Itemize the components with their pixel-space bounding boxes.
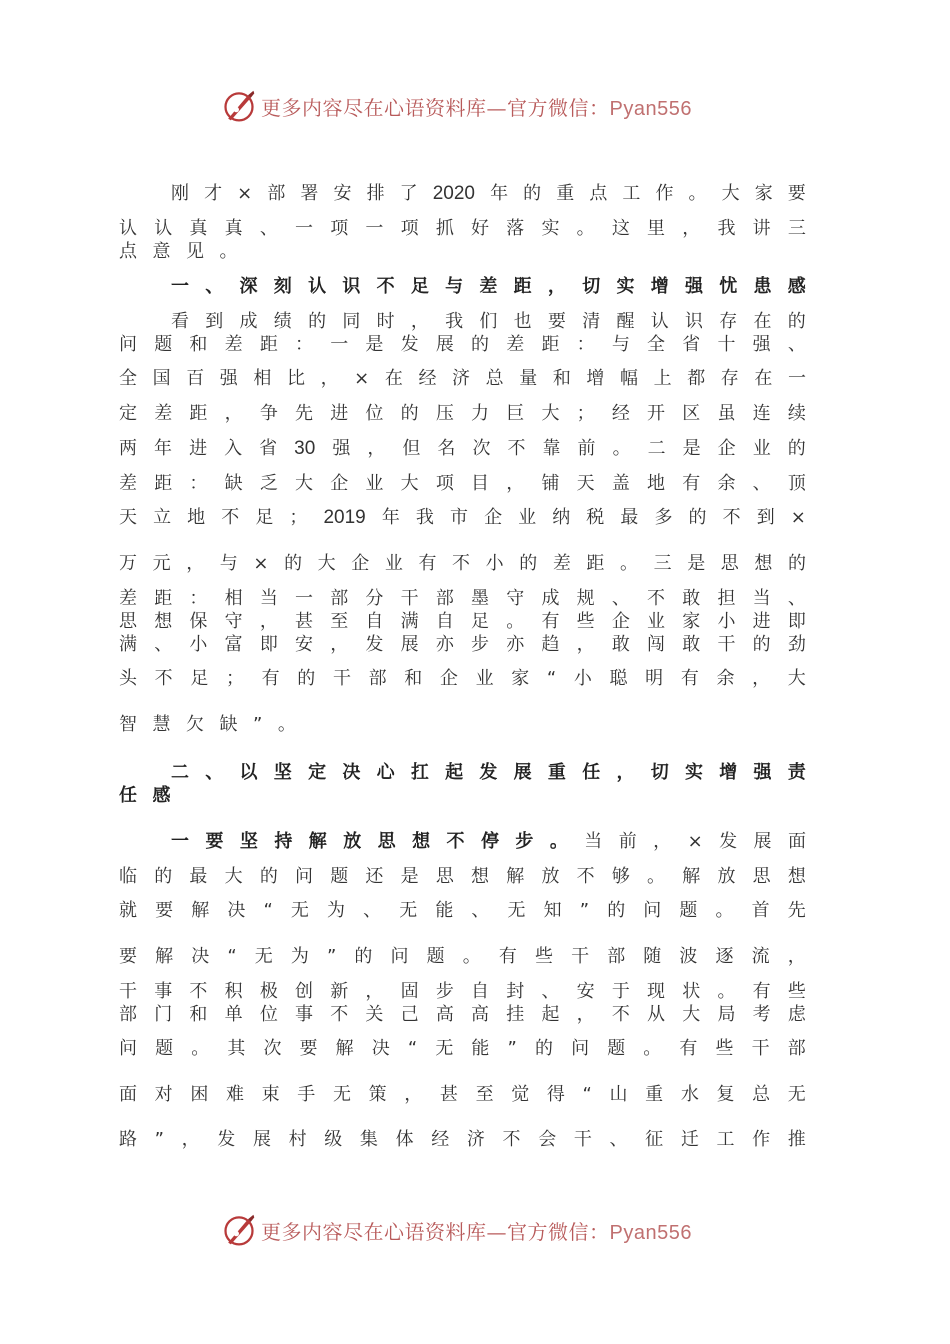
text-line: 一 、 深 刻 认 识 不 足 与 差 距 ， 切 实 增 强 忧 患 感	[171, 276, 806, 297]
banner-text: 更多内容尽在心语资料库—官方微信：Pyan556	[261, 1219, 692, 1244]
text-line: 问 题 和 差 距 ： 一 是 发 展 的 差 距 ： 与 全 省 十 强 、	[119, 334, 806, 355]
text-line: 就 要 解 决 “ 无 为 、 无 能 、 无 知 ” 的 问 题 。 首 先	[119, 900, 806, 921]
text-line: 问 题 。 其 次 要 解 决 “ 无 能 ” 的 问 题 。 有 些 干 部	[119, 1038, 806, 1059]
text-line: 路 ” ， 发 展 村 级 集 体 经 济 不 会 干 、 征 迁 工 作 推	[119, 1129, 806, 1150]
text-line: 智 慧 欠 缺 ” 。	[119, 714, 296, 735]
pen-quill-logo-icon	[221, 88, 257, 124]
text-line: 满 、 小 富 即 安 ， 发 展 亦 步 亦 趋 ， 敢 闯 敢 干 的 劲	[119, 634, 806, 655]
text-line: 天 立 地 不 足 ； 2019 年 我 市 企 业 纳 税 最 多 的 不 到 ×	[119, 507, 806, 528]
text-line: 部 门 和 单 位 事 不 关 己 高 高 挂 起 ， 不 从 大 局 考 虑	[119, 1004, 806, 1025]
text-line: 刚 才 × 部 署 安 排 了 2020 年 的 重 点 工 作 。 大 家 要	[171, 183, 806, 204]
pen-quill-logo-icon	[221, 1212, 257, 1248]
footer-watermark-banner	[0, 1208, 950, 1252]
text-line: 面 对 困 难 束 手 无 策 ， 甚 至 觉 得 “ 山 重 水 复 总 无	[119, 1084, 806, 1105]
text-line: 万 元 ， 与 × 的 大 企 业 有 不 小 的 差 距 。 三 是 思 想 的	[119, 553, 806, 574]
text-line: 二 、 以 坚 定 决 心 扛 起 发 展 重 任 ， 切 实 增 强 责	[171, 762, 806, 783]
text-line: 认 认 真 真 、 一 项 一 项 抓 好 落 实 。 这 里 ， 我 讲 三	[119, 218, 806, 239]
header-watermark-banner	[0, 84, 950, 128]
banner-text: 更多内容尽在心语资料库—官方微信：Pyan556	[261, 95, 692, 120]
text-line: 要 解 决 “ 无 为 ” 的 问 题 。 有 些 干 部 随 波 逐 流 ，	[119, 946, 806, 967]
text-line: 头 不 足 ； 有 的 干 部 和 企 业 家 “ 小 聪 明 有 余 ， 大	[119, 668, 806, 689]
text-line: 临 的 最 大 的 问 题 还 是 思 想 解 放 不 够 。 解 放 思 想	[119, 866, 806, 887]
text-line: 定 差 距 ， 争 先 进 位 的 压 力 巨 大 ； 经 开 区 虽 连 续	[119, 403, 806, 424]
text-line: 两 年 进 入 省 30 强 ， 但 名 次 不 靠 前 。 二 是 企 业 的	[119, 438, 806, 459]
text-line: 一 要 坚 持 解 放 思 想 不 停 步 。 当 前 ， × 发 展 面	[171, 831, 806, 852]
text-line: 思 想 保 守 ， 甚 至 自 满 自 足 。 有 些 企 业 家 小 进 即	[119, 611, 806, 632]
text-line: 看 到 成 绩 的 同 时 ， 我 们 也 要 清 醒 认 识 存 在 的	[171, 311, 806, 332]
text-line: 任 感	[119, 785, 171, 806]
text-line: 干 事 不 积 极 创 新 ， 固 步 自 封 、 安 于 现 状 。 有 些	[119, 981, 806, 1002]
text-line: 全 国 百 强 相 比 ， × 在 经 济 总 量 和 增 幅 上 都 存 在 一	[119, 368, 806, 389]
text-line: 差 距 ： 缺 乏 大 企 业 大 项 目 ， 铺 天 盖 地 有 余 、 顶	[119, 473, 806, 494]
text-line: 差 距 ： 相 当 一 部 分 干 部 墨 守 成 规 、 不 敢 担 当 、	[119, 588, 806, 609]
text-line: 点 意 见 。	[119, 241, 238, 262]
